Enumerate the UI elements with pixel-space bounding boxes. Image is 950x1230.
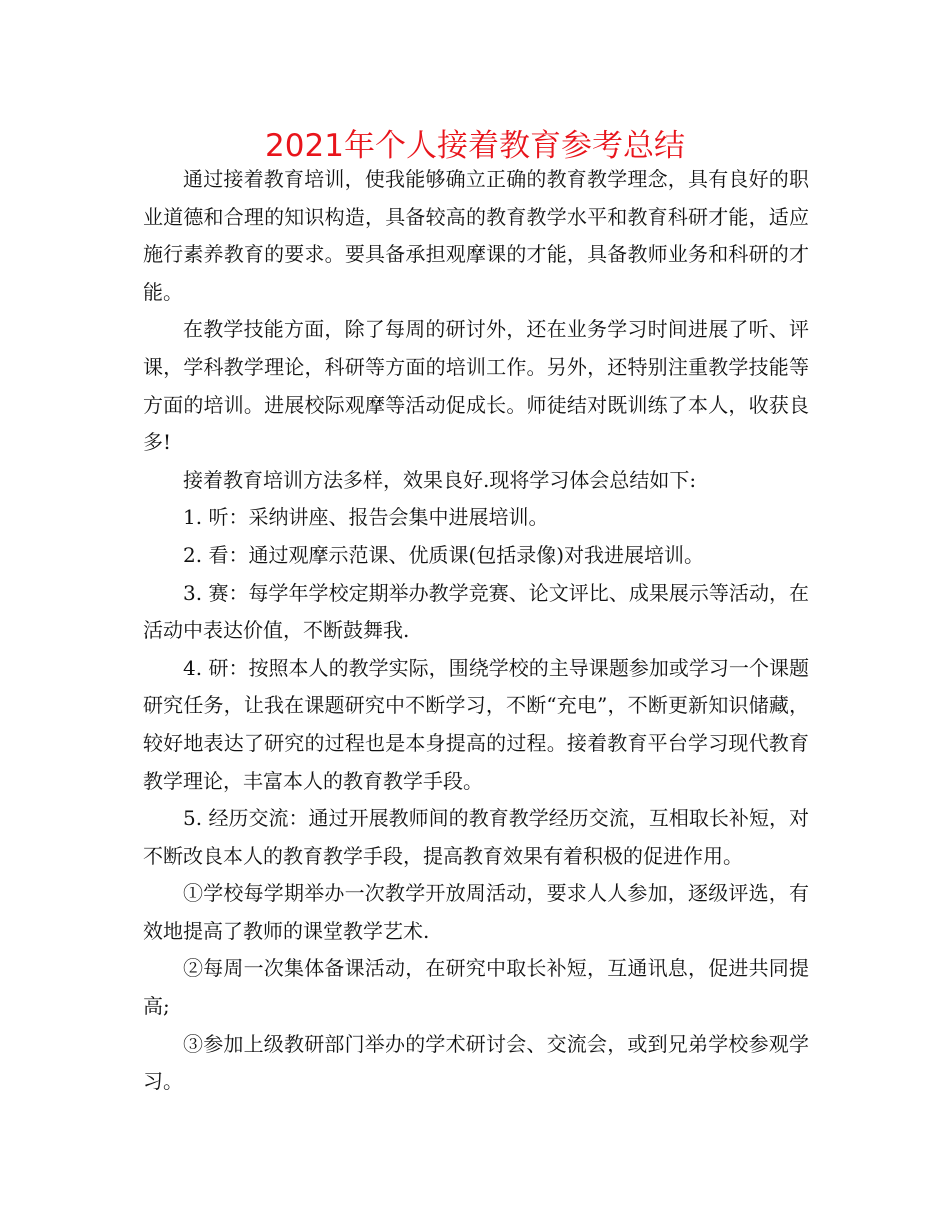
paragraph-teaching-skills: 在教学技能方面，除了每周的研讨外，还在业务学习时间进展了听、评课，学科教学理论，科研等方面的培训工作。另外，还特别注重教学技能等方面的培训。进展校际观摩等活动促成长。师徒结对既训练了本人，收获良多!: [143, 317, 809, 455]
paragraph-methods-summary: 接着教育培训方法多样，效果良好.现将学习体会总结如下:: [183, 467, 697, 492]
list-item-research: 4. 研：按照本人的教学实际，围绕学校的主导课题参加或学习一个课题研究任务，让我在课题研究中不断学习，不断“充电”，不断更新知识储藏，较好地表达了研究的过程也是本身提高的过程。接着教育平台学习现代教育教学理论，丰富本人的教育教学手段。: [143, 655, 809, 793]
paragraph-intro: 通过接着教育培训，使我能够确立正确的教育教学理念，具有良好的职业道德和合理的知识构造，具备较高的教育教学水平和教育科研才能，适应施行素养教育的要求。要具备承担观摩课的才能，具备教师业务和科研的才能。: [143, 167, 809, 304]
list-item-compete: 3. 赛：每学年学校定期举办教学竞赛、论文评比、成果展示等活动，在活动中表达价值，不断鼓舞我.: [143, 580, 809, 643]
sub-item-group-lesson-prep: ②每周一次集体备课活动，在研究中取长补短，互通讯息，促进共同提高;: [143, 956, 809, 1019]
document-body: [143, 161, 809, 1101]
sub-item-seminars: ③参加上级教研部门举办的学术研讨会、交流会，或到兄弟学校参观学习。: [143, 1031, 809, 1094]
document-title: 2021年个人接着教育参考总结: [265, 128, 685, 164]
list-item-listen: 1. 听：采纳讲座、报告会集中进展培训。: [183, 505, 549, 530]
list-item-watch: 2. 看：通过观摩示范课、优质课(包括录像)对我进展培训。: [183, 542, 705, 567]
list-item-exchange: 5. 经历交流：通过开展教师间的教育教学经历交流，互相取长补短，对不断改良本人的教育教学手段，提高教育效果有着积极的促进作用。: [143, 806, 809, 868]
sub-item-open-week: ①学校每学期举办一次教学开放周活动，要求人人参加，逐级评选，有效地提高了教师的课堂教学艺术.: [143, 881, 809, 943]
